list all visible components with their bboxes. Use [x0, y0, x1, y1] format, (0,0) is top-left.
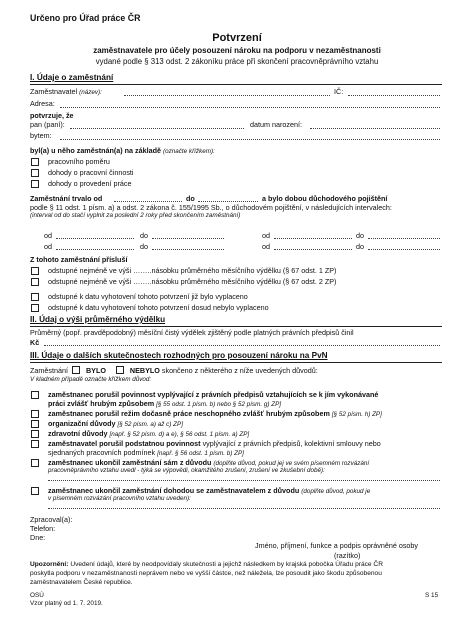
severance-option-unpaid: odstupné k datu vyhotovení tohoto potvrzení dosud nebylo vyplaceno — [48, 303, 269, 312]
phone-label: Telefon: — [30, 524, 56, 533]
reason-agreement-line2: v písemném rozvázání pracovního vztahu uveden): — [48, 495, 191, 502]
option-employment-contract: pracovního poměru — [48, 157, 110, 166]
page-code: S 15 — [425, 592, 439, 599]
checkbox-severance-1[interactable] — [31, 267, 39, 275]
interval-4-from-field[interactable] — [274, 249, 352, 250]
interval-note: (interval od do stačí vyplnit za poslední 2 roky před skončením zaměstnání) — [30, 212, 241, 219]
address-label: Adresa: — [30, 99, 55, 108]
checkbox-severance-2[interactable] — [31, 278, 39, 286]
signature-caption: Jméno, příjmení, funkce a podpis oprávněné osoby — [255, 541, 419, 550]
interval-3-from-label: od — [44, 242, 52, 251]
currency-label: Kč — [30, 338, 40, 347]
checkbox-severance-unpaid[interactable] — [31, 304, 39, 312]
ic-field[interactable] — [348, 95, 440, 96]
checkbox-work-activity-agreement[interactable] — [31, 169, 39, 177]
address-field[interactable] — [60, 107, 440, 108]
checkbox-reason-employer-breach[interactable] — [31, 440, 39, 448]
reason-organizational: organizační důvody [§ 52 písm. a) až c) ZP] — [48, 419, 183, 428]
person-name-field[interactable] — [70, 128, 244, 129]
divider — [30, 326, 442, 327]
form-subtitle-2: vydané podle § 313 odst. 2 zákoníku práce při skončení pracovněprávního vztahu — [95, 57, 379, 66]
office-label: Určeno pro Úřad práce ČR — [30, 13, 141, 23]
checkbox-reason-sick-regime[interactable] — [31, 410, 39, 418]
warning-line-3: zaměstnavatelem České republice. — [30, 579, 133, 586]
section-2-heading: II. Údaj o výši průměrného výdělku — [30, 315, 166, 324]
interval-3-from-field[interactable] — [56, 249, 134, 250]
reason-own-termination-line2: pracovněprávního vztahu uvedl - týká se výpovědi, okamžitého zrušení, zrušení ve zkušební době): — [48, 467, 325, 474]
reason-gross-breach-line2: práci zvlášť hrubým způsobem [§ 55 odst. 1 písm. b) nebo § 52 písm. g) ZP] — [48, 399, 282, 408]
interval-4-to-label: do — [356, 242, 364, 251]
checkbox-severance-paid[interactable] — [31, 293, 39, 301]
stamp-caption: (razítko) — [334, 551, 361, 560]
interval-1-to-field[interactable] — [152, 238, 224, 239]
duration-from-field[interactable] — [114, 201, 182, 202]
birth-date-label: datum narození: — [250, 120, 302, 129]
option-work-performance-agreement: dohody o provedení práce — [48, 179, 132, 188]
checkbox-reason-organizational[interactable] — [31, 420, 39, 428]
residence-label: bytem: — [30, 131, 52, 140]
duration-to-label: do — [186, 194, 195, 203]
divider — [30, 362, 442, 363]
valid-from: Vzor platný od 1. 7. 2019. — [30, 600, 103, 607]
interval-4-from-label: od — [262, 242, 270, 251]
prepared-by-label: Zpracoval(a): — [30, 515, 73, 524]
average-earnings-field[interactable] — [44, 345, 440, 346]
severance-heading: Z tohoto zaměstnání přísluší — [30, 255, 128, 264]
divider — [30, 84, 442, 85]
section-3-heading: III. Údaje o dalších skutečnostech rozhodných pro posouzení nároku na PvN — [30, 351, 328, 360]
interval-2-to-label: do — [356, 231, 364, 240]
option-work-activity-agreement: dohody o pracovní činnosti — [48, 168, 134, 177]
reason-note: V kladném případě označte křížkem důvod: — [30, 376, 152, 383]
interval-1-from-label: od — [44, 231, 52, 240]
checkbox-work-performance-agreement[interactable] — [31, 180, 39, 188]
interval-2-from-label: od — [262, 231, 270, 240]
duration-to-field[interactable] — [198, 201, 258, 202]
checkbox-reason-own-termination[interactable] — [31, 459, 39, 467]
reason-employer-breach-line1: zaměstnavatel porušil podstatnou povinnost vyplývající z právních předpisů, kolektivní smlouvy nebo — [48, 439, 381, 448]
employer-name-field[interactable] — [124, 95, 330, 96]
pension-law-reference: podle § 11 odst. 1 písm. a) a odst. 2 zákona č. 155/1995 Sb., o důchodovém pojištění, v následujících intervalech: — [30, 203, 392, 212]
employment-basis-question: byl(a) u něho zaměstnán(a) na základě (označte křížkem): — [30, 146, 215, 155]
checkbox-employment-contract[interactable] — [31, 158, 39, 166]
interval-3-to-label: do — [140, 242, 148, 251]
person-label: pan (paní): — [30, 120, 65, 129]
checkbox-was-not-terminated[interactable] — [116, 366, 124, 374]
residence-field[interactable] — [60, 139, 440, 140]
own-termination-reason-field[interactable] — [48, 480, 440, 481]
interval-2-from-field[interactable] — [274, 238, 352, 239]
termination-line: Zaměstnání BYLO NEBYLO skončeno z některého z níže uvedených důvodů: — [30, 366, 318, 375]
form-code: OSÚ — [30, 592, 44, 599]
date-label: Dne: — [30, 533, 46, 542]
warning-line-2: poskytla podporu v nezaměstnanosti neprávem nebo ve vyšší částce, než náležela, lze posoudit jako škodu způsobenou — [30, 570, 382, 577]
severance-option-paid: odstupné k datu vyhotovení tohoto potvrzení již bylo vyplaceno — [48, 292, 248, 301]
duration-from-label: Zaměstnání trvalo od — [30, 194, 103, 203]
form-title: Potvrzení — [212, 32, 262, 44]
reason-employer-breach-line2: sjednaných pracovních podmínek [např. § 56 odst. 1 písm. b) ZP] — [48, 448, 244, 457]
checkbox-reason-agreement[interactable] — [31, 487, 39, 495]
pension-insurance-label: a bylo dobou důchodového pojištění — [262, 194, 388, 203]
checkbox-was-terminated[interactable] — [72, 366, 80, 374]
interval-3-to-field[interactable] — [152, 249, 224, 250]
interval-2-to-field[interactable] — [368, 238, 440, 239]
reason-gross-breach-line1: zaměstnanec porušil povinnost vyplývající z právních předpisů vztahujících se k jím vykonávané — [48, 390, 379, 399]
reason-health: zdravotní důvody [např. § 52 písm. d) a e), § 56 odst. 1 písm. a) ZP] — [48, 429, 250, 438]
interval-1-to-label: do — [140, 231, 148, 240]
interval-1-from-field[interactable] — [56, 238, 134, 239]
ic-label: IČ: — [334, 87, 344, 96]
warning-line-1: Upozornění: Uvedení údajů, které by neodpovídaly skutečnosti a jejichž následkem by krajská pobočka Úřadu práce ČR — [30, 561, 383, 568]
section-1-heading: I. Údaje o zaměstnání — [30, 73, 114, 82]
severance-option-1: odstupné nejméně ve výši ……..násobku průměrného měsíčního výdělku (§ 67 odst. 1 ZP) — [48, 266, 337, 275]
reason-sick-regime: zaměstnanec porušil režim dočasně práce neschopného zvlášť hrubým způsobem [§ 52 písm. h) ZP] — [48, 409, 382, 418]
checkbox-reason-health[interactable] — [31, 430, 39, 438]
agreement-reason-field[interactable] — [48, 508, 440, 509]
reason-own-termination-line1: zaměstnanec ukončil zaměstnání sám z důvodu (doplňte důvod, pokud jej ve svém písemném rozvázání — [48, 458, 370, 467]
form-subtitle: zaměstnavatele pro účely posouzení nároku na podporu v nezaměstnanosti — [93, 46, 381, 55]
employer-label: Zaměstnavatel (název): — [30, 87, 102, 96]
average-earnings-text: Průměrný (popř. pravděpodobný) měsíční čistý výdělek zjištěný podle platných právních předpisů činil — [30, 328, 354, 337]
reason-agreement-line1: zaměstnanec ukončil zaměstnání dohodou se zaměstnavatelem z důvodu (doplňte důvod, pokud je — [48, 486, 371, 495]
interval-4-to-field[interactable] — [368, 249, 440, 250]
confirms-label: potvrzuje, že — [30, 111, 74, 120]
severance-option-2: odstupné nejméně ve výši ……..násobku průměrného měsíčního výdělku (§ 67 odst. 2 ZP) — [48, 277, 337, 286]
birth-date-field[interactable] — [310, 128, 440, 129]
checkbox-reason-gross-breach[interactable] — [31, 391, 39, 399]
